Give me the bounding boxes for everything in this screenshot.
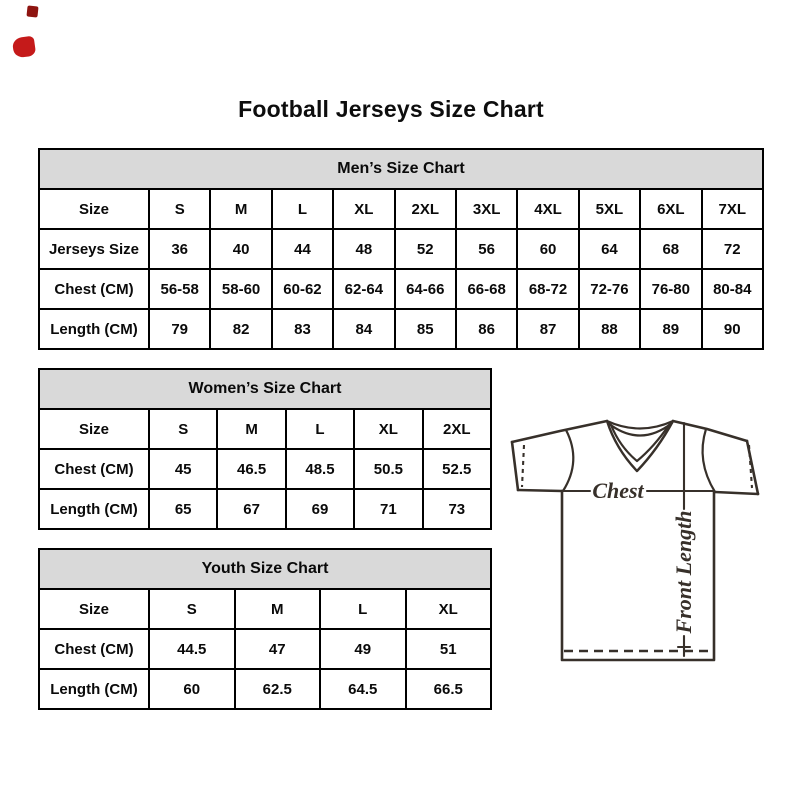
table-cell: 6XL xyxy=(640,189,701,229)
table-title: Men’s Size Chart xyxy=(39,149,763,189)
table-cell: 68-72 xyxy=(517,269,578,309)
table-cell: 90 xyxy=(702,309,763,349)
table-cell: 47 xyxy=(235,629,321,669)
table-cell: 2XL xyxy=(423,409,491,449)
table-cell: 64.5 xyxy=(320,669,406,709)
table-cell: 83 xyxy=(272,309,333,349)
page-title: Football Jerseys Size Chart xyxy=(238,96,544,122)
table-cell: S xyxy=(149,189,210,229)
table-row xyxy=(39,489,491,529)
table-cell: 68 xyxy=(640,229,701,269)
table-cell: 50.5 xyxy=(354,449,422,489)
table-title-row xyxy=(39,549,491,589)
table-cell: 87 xyxy=(517,309,578,349)
table-cell: 84 xyxy=(333,309,394,349)
table-cell: L xyxy=(272,189,333,229)
mens-size-table xyxy=(38,148,764,350)
row-header-cell: Chest (CM) xyxy=(39,449,149,489)
table-cell: 69 xyxy=(286,489,354,529)
table-cell: 71 xyxy=(354,489,422,529)
table-cell: L xyxy=(286,409,354,449)
table-cell: 44.5 xyxy=(149,629,235,669)
table-row xyxy=(39,589,491,629)
table-cell: 44 xyxy=(272,229,333,269)
row-header-cell: Length (CM) xyxy=(39,489,149,529)
table-cell: 51 xyxy=(406,629,492,669)
table-row xyxy=(39,629,491,669)
table-cell: 52 xyxy=(395,229,456,269)
table-cell: 72 xyxy=(702,229,763,269)
row-header-cell: Size xyxy=(39,409,149,449)
table-cell: 79 xyxy=(149,309,210,349)
table-cell: S xyxy=(149,589,235,629)
table-cell: 89 xyxy=(640,309,701,349)
table-cell: 85 xyxy=(395,309,456,349)
table-cell: 52.5 xyxy=(423,449,491,489)
table-cell: 4XL xyxy=(517,189,578,229)
red-mark-top xyxy=(26,5,38,17)
table-cell: 36 xyxy=(149,229,210,269)
table-cell: M xyxy=(217,409,285,449)
table-cell: 88 xyxy=(579,309,640,349)
row-header-cell: Chest (CM) xyxy=(39,269,149,309)
table-cell: L xyxy=(320,589,406,629)
jersey-diagram xyxy=(500,398,772,670)
table-cell: S xyxy=(149,409,217,449)
table-cell: 2XL xyxy=(395,189,456,229)
table-cell: XL xyxy=(406,589,492,629)
table-row xyxy=(39,669,491,709)
table-cell: 5XL xyxy=(579,189,640,229)
table-row xyxy=(39,229,763,269)
table-cell: 56-58 xyxy=(149,269,210,309)
table-cell: 48 xyxy=(333,229,394,269)
row-header-cell: Length (CM) xyxy=(39,669,149,709)
table-cell: 86 xyxy=(456,309,517,349)
table-title-row xyxy=(39,149,763,189)
table-cell: 7XL xyxy=(702,189,763,229)
table-cell: 66.5 xyxy=(406,669,492,709)
table-cell: 66-68 xyxy=(456,269,517,309)
table-cell: M xyxy=(210,189,271,229)
table-title: Women’s Size Chart xyxy=(39,369,491,409)
table-title: Youth Size Chart xyxy=(39,549,491,589)
table-cell: 62.5 xyxy=(235,669,321,709)
table-cell: 60 xyxy=(517,229,578,269)
table-cell: 40 xyxy=(210,229,271,269)
row-header-cell: Length (CM) xyxy=(39,309,149,349)
red-mark-bottom xyxy=(12,36,37,59)
table-cell: 64 xyxy=(579,229,640,269)
table-row xyxy=(39,269,763,309)
youth-size-table xyxy=(38,548,492,710)
table-cell: 67 xyxy=(217,489,285,529)
jersey-dashed-lines xyxy=(522,445,752,651)
table-cell: 73 xyxy=(423,489,491,529)
table-cell: XL xyxy=(354,409,422,449)
table-cell: 76-80 xyxy=(640,269,701,309)
table-cell: M xyxy=(235,589,321,629)
table-cell: 3XL xyxy=(456,189,517,229)
table-cell: 64-66 xyxy=(395,269,456,309)
table-cell: 72-76 xyxy=(579,269,640,309)
table-cell: XL xyxy=(333,189,394,229)
table-title-row xyxy=(39,369,491,409)
table-row xyxy=(39,189,763,229)
row-header-cell: Size xyxy=(39,189,149,229)
left-cuff-dashed-line xyxy=(522,445,524,487)
table-cell: 65 xyxy=(149,489,217,529)
table-row xyxy=(39,449,491,489)
table-cell: 46.5 xyxy=(217,449,285,489)
row-header-cell: Chest (CM) xyxy=(39,629,149,669)
table-row xyxy=(39,409,491,449)
table-cell: 82 xyxy=(210,309,271,349)
table-cell: 58-60 xyxy=(210,269,271,309)
chest-label: Chest xyxy=(592,478,644,503)
jersey-outline xyxy=(512,421,758,660)
front-length-label: Front Length xyxy=(671,510,696,634)
table-cell: 49 xyxy=(320,629,406,669)
row-header-cell: Size xyxy=(39,589,149,629)
table-cell: 60-62 xyxy=(272,269,333,309)
table-cell: 62-64 xyxy=(333,269,394,309)
table-cell: 80-84 xyxy=(702,269,763,309)
table-cell: 60 xyxy=(149,669,235,709)
table-row xyxy=(39,309,763,349)
table-cell: 48.5 xyxy=(286,449,354,489)
womens-size-table xyxy=(38,368,492,530)
table-cell: 56 xyxy=(456,229,517,269)
row-header-cell: Jerseys Size xyxy=(39,229,149,269)
table-cell: 45 xyxy=(149,449,217,489)
